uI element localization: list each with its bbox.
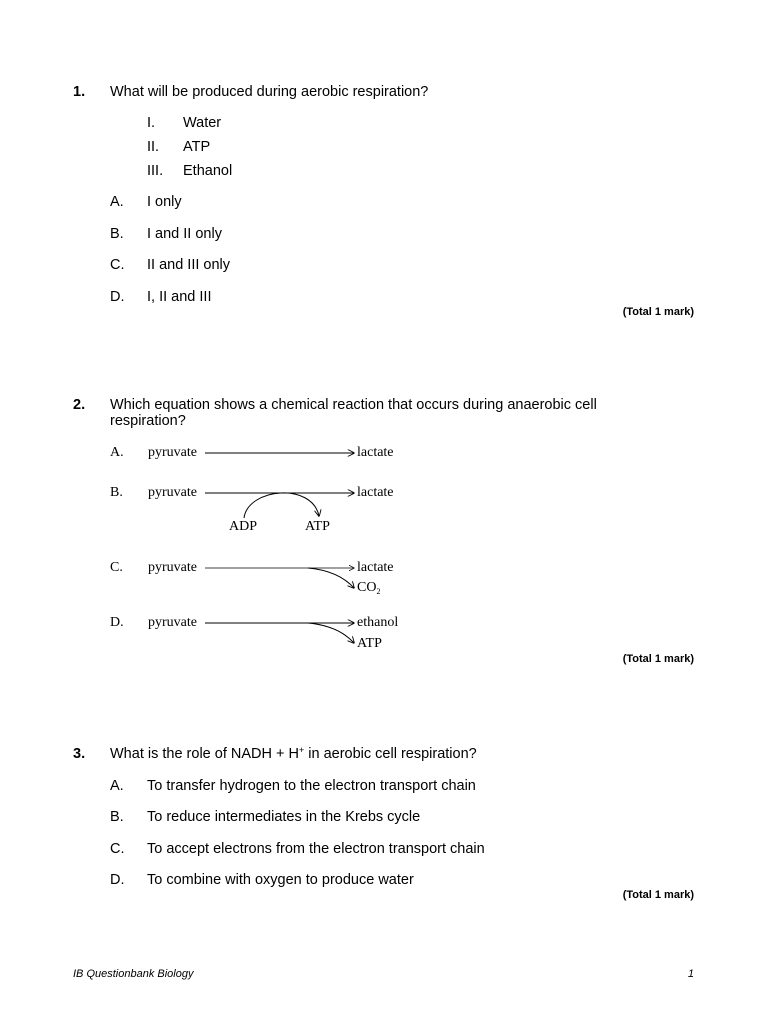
statement-text: ATP: [183, 139, 211, 155]
option-text: To transfer hydrogen to the electron transport chain: [147, 778, 476, 794]
question-number: 3.: [73, 746, 86, 762]
coupled-reaction-arc: [244, 493, 319, 518]
reactant-label: pyruvate: [148, 560, 197, 575]
option-letter: D.: [110, 872, 125, 888]
product-label: ethanol: [357, 615, 399, 630]
option-letter: C.: [110, 841, 125, 857]
co2-label: $CO_2$: [357, 580, 381, 596]
option-letter: C.: [110, 257, 125, 273]
option-letter: A.: [110, 194, 124, 210]
byproduct-arrow: [308, 623, 354, 643]
product-label: lactate: [357, 485, 394, 500]
footer-source: IB Questionbank Biology: [73, 968, 194, 980]
total-mark: (Total 1 mark): [622, 653, 694, 665]
total-mark: (Total 1 mark): [622, 306, 694, 318]
option-letter: D.: [110, 615, 124, 630]
option-text: II and III only: [147, 257, 231, 273]
question-text-line-2: respiration?: [110, 413, 186, 429]
statement-numeral: I.: [147, 115, 156, 131]
reactant-label: pyruvate: [148, 485, 197, 500]
question-text: What is the role of NADH + H+ in aerobic cell respiration?: [110, 745, 477, 762]
option-text: I, II and III: [147, 289, 212, 305]
byproduct-label: ATP: [357, 636, 382, 651]
statement-numeral: II.: [147, 139, 160, 155]
statement-numeral: III.: [147, 163, 164, 179]
option-letter: B.: [110, 809, 124, 825]
question-number: 1.: [73, 84, 86, 100]
option-letter: A.: [110, 445, 124, 460]
atp-label: ATP: [305, 519, 330, 534]
adp-label: ADP: [229, 519, 258, 534]
option-letter: C.: [110, 560, 123, 575]
option-letter: B.: [110, 485, 123, 500]
statement-text: Water: [183, 115, 222, 131]
option-text: I and II only: [147, 226, 222, 242]
option-text: To reduce intermediates in the Krebs cycle: [147, 809, 421, 825]
total-mark: (Total 1 mark): [622, 889, 694, 901]
option-text: I only: [147, 194, 182, 210]
question-text: What will be produced during aerobic respiration?: [110, 84, 429, 100]
reactant-label: pyruvate: [148, 445, 197, 460]
option-text: To combine with oxygen to produce water: [147, 872, 414, 888]
question-text-line-1: Which equation shows a chemical reaction that occurs during anaerobic cell: [110, 397, 597, 413]
option-text: To accept electrons from the electron transport chain: [147, 841, 485, 857]
option-letter: D.: [110, 289, 125, 305]
product-label: lactate: [357, 560, 394, 575]
option-letter: A.: [110, 778, 124, 794]
statement-text: Ethanol: [183, 163, 233, 179]
reactant-label: pyruvate: [148, 615, 197, 630]
page-number: 1: [687, 968, 694, 980]
product-label: lactate: [357, 445, 394, 460]
option-letter: B.: [110, 226, 124, 242]
byproduct-arrow: [308, 568, 354, 588]
question-number: 2.: [73, 397, 86, 413]
